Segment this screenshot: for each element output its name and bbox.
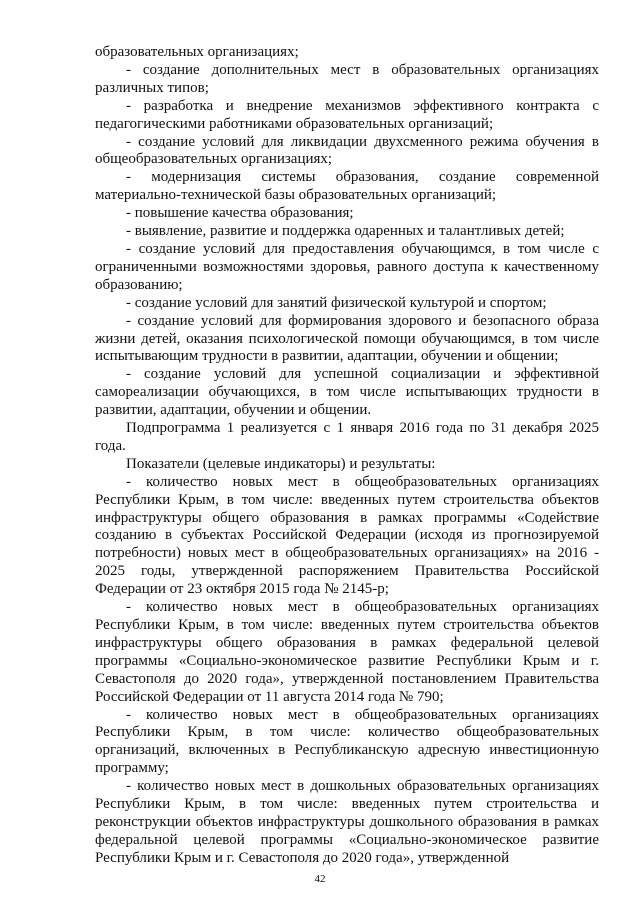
list-item: - разработка и внедрение механизмов эффективного контракта с педагогическими работниками образовательных организаций; bbox=[95, 97, 599, 132]
list-item: - модернизация системы образования, создание современной материально-технической базы образовательных организаций; bbox=[95, 169, 599, 204]
list-item: - создание условий для формирования здорового и безопасного образа жизни детей, оказания психологической помощи обучающимся, в том числе испытывающим трудности в развитии, адаптации, обучении и общении; bbox=[95, 312, 599, 365]
list-item: - повышение качества образования; bbox=[126, 205, 354, 222]
list-item: - количество новых мест в общеобразовательных организациях Республики Крым, в том числе: количество общеобразовательных организаций, включенных в Республиканскую адресную инвестиционную программу; bbox=[95, 706, 599, 777]
list-item: - количество новых мест в общеобразовательных организациях Республики Крым, в том числе: введенных путем строительства объектов инфраструктуры общего образования в рамках федеральной целевой программы «Социально-экономическое развитие Республики Крым и г. Севастополя до 2020 года», утвержденной постановлением Правительства Российской Федерации от 11 августа 2014 года № 790; bbox=[95, 599, 599, 705]
page-number: 42 bbox=[314, 873, 326, 885]
list-item: - создание условий для занятий физической культурой и спортом; bbox=[126, 294, 547, 311]
paragraph-period: Подпрограмма 1 реализуется с 1 января 2016 года по 31 декабря 2025 года. bbox=[95, 420, 599, 454]
list-item: - создание условий для предоставления обучающимся, в том числе с ограниченными возможностями здоровья, равного доступа к качественному образованию; bbox=[95, 240, 599, 293]
document-body bbox=[95, 44, 599, 868]
list-item: - выявление, развитие и поддержка одаренных и талантливых детей; bbox=[126, 223, 565, 240]
paragraph-indicators-heading: Показатели (целевые индикаторы) и результаты: bbox=[126, 455, 436, 472]
list-item: - создание дополнительных мест в образовательных организациях различных типов; bbox=[95, 61, 599, 96]
list-item: - создание условий для ликвидации двухсменного режима обучения в общеобразовательных организациях; bbox=[95, 133, 599, 168]
list-item: - количество новых мест в общеобразовательных организациях Республики Крым, в том числе: введенных путем строительства объектов инфраструктуры общего образования в рамках программы «Содействие созданию в субъектах Российской Федерации (исходя из прогнозируемой потребности) новых мест в общеобразовательных организациях» на 2016 - 2025 годы, утвержденной распоряжением Правительства Российской Федерации от 23 октября 2015 года № 2145-р; bbox=[95, 473, 599, 598]
list-item: - количество новых мест в дошкольных образовательных организациях Республики Крым, в том числе: введенных путем строительства и реконструкции объектов инфраструктуры дошкольного образования в рамках федеральной целевой программы «Социально-экономическое развитие Республики Крым и г. Севастополя до 2020 года», утвержденной bbox=[95, 778, 599, 866]
list-item: - создание условий для успешной социализации и эффективной самореализации обучающихся, в том числе испытывающих трудности в развитии, адаптации, обучении и общении. bbox=[95, 366, 599, 419]
paragraph-continuation: образовательных организациях; bbox=[95, 44, 299, 60]
